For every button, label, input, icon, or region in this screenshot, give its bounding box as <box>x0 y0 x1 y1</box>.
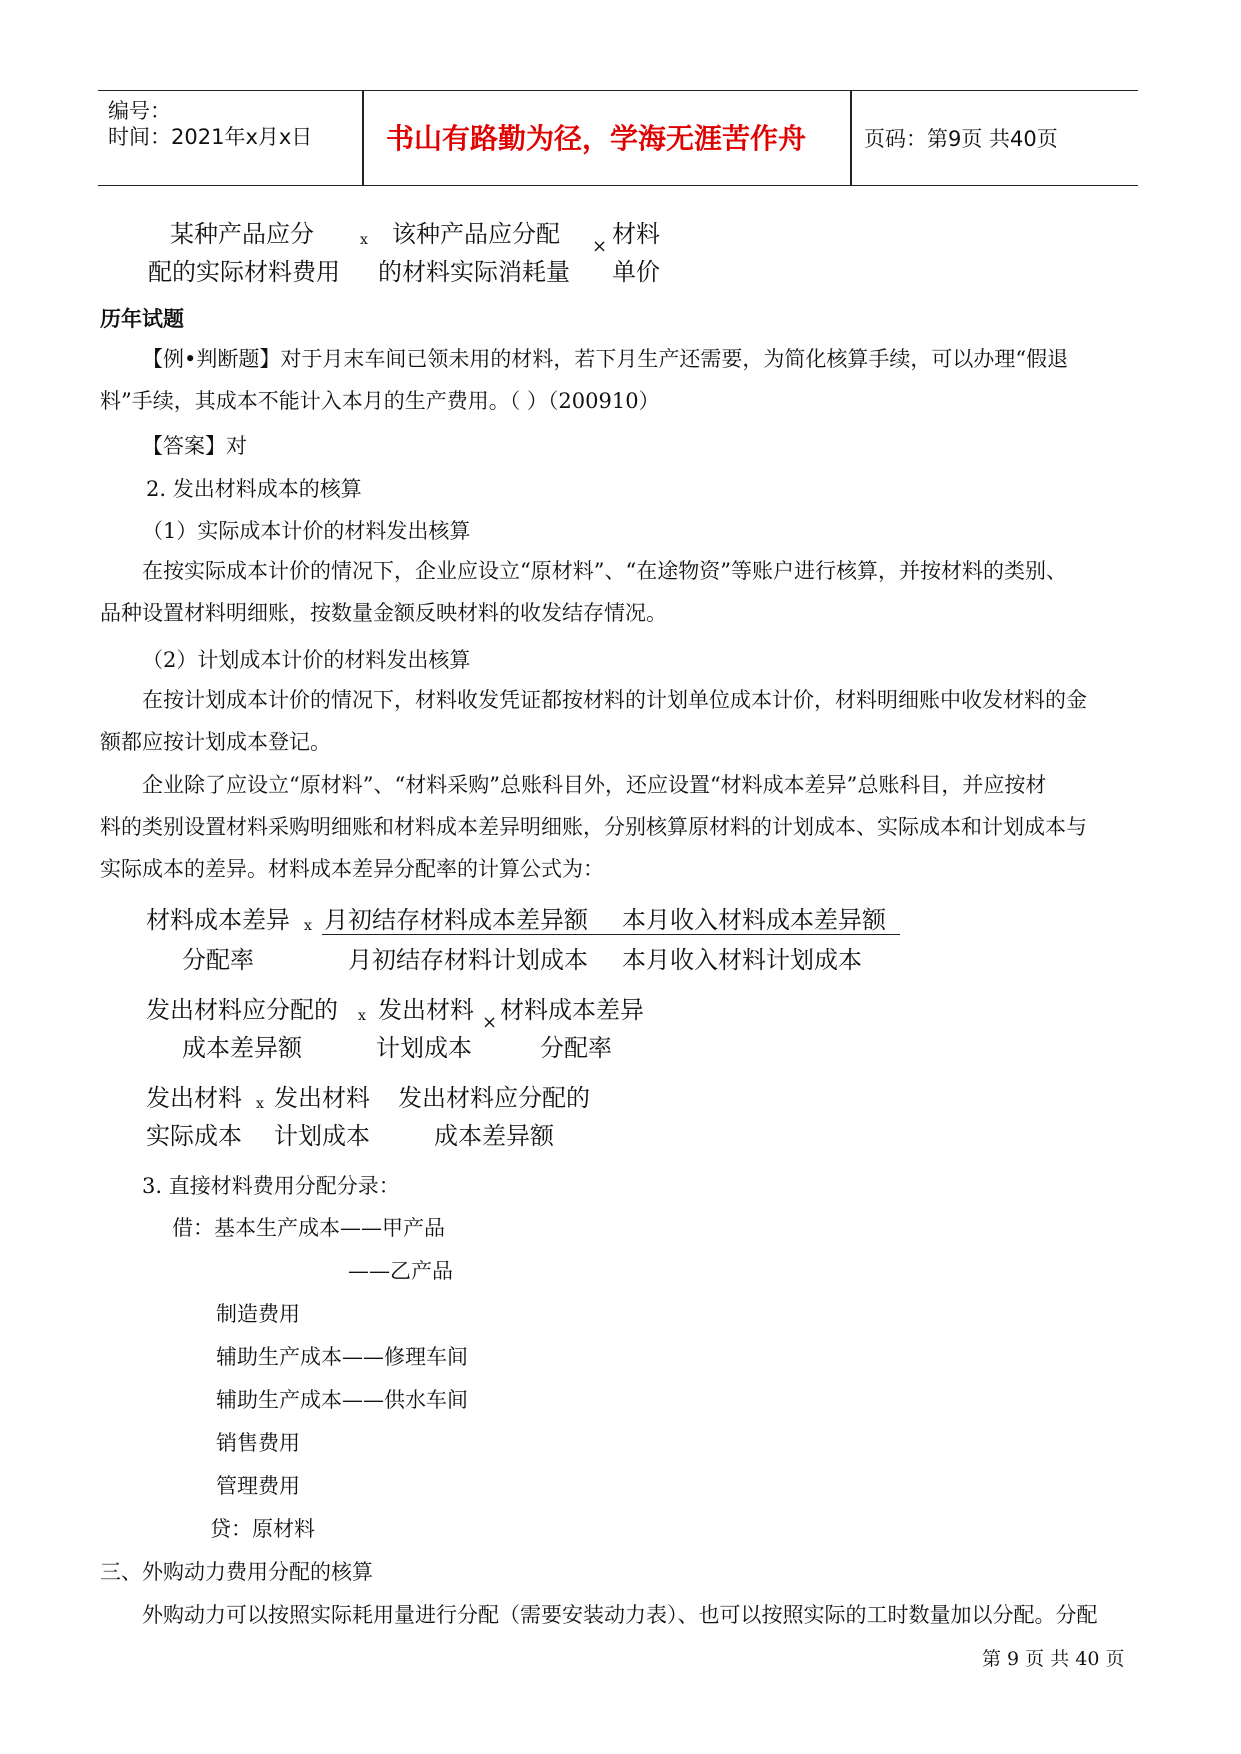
formula-text: 分配率 <box>182 946 254 974</box>
formula-text: 单价 <box>612 258 660 286</box>
formula-text: 发出材料 <box>274 1084 370 1112</box>
paragraph-variance <box>100 764 1140 890</box>
entry-item: 制造费用 <box>216 1302 300 1326</box>
formula-text: 本月收入材料成本差异额 <box>622 906 886 934</box>
formula-text: 该种产品应分配 <box>392 220 560 248</box>
formula-text: 月初结存材料成本差异额 <box>324 906 588 934</box>
times-symbol: × <box>592 236 608 257</box>
formula-text: 本月收入材料计划成本 <box>622 946 862 974</box>
paragraph-line: 实际成本的差异。材料成本差异分配率的计算公式为： <box>100 857 604 881</box>
entry-item: 辅助生产成本——供水车间 <box>216 1388 468 1412</box>
formula-text: 实际成本 <box>146 1122 242 1150</box>
header-divider <box>362 91 364 185</box>
paragraph-line: 在按计划成本计价的情况下，材料收发凭证都按材料的计划单位成本计价，材料明细账中收发材料的金 <box>142 688 1087 712</box>
subheading-actual-cost: （1）实际成本计价的材料发出核算 <box>142 519 471 543</box>
formula-text: 的材料实际消耗量 <box>378 258 570 286</box>
number-label: 编号： <box>108 99 171 123</box>
formula-text: 发出材料 <box>378 996 474 1024</box>
credit-line: 贷：原材料 <box>210 1517 315 1541</box>
section-title-purchased-power: 三、外购动力费用分配的核算 <box>100 1560 373 1584</box>
debit-line: ——乙产品 <box>348 1259 453 1283</box>
paragraph-actual-cost <box>100 550 1140 634</box>
equals-symbol: x <box>256 1096 264 1112</box>
formula-text: 计划成本 <box>274 1122 370 1150</box>
paragraph-purchased-power: 外购动力可以按照实际耗用量进行分配（需要安装动力表）、也可以按照实际的工时数量加以分配。分配 <box>142 1603 1098 1627</box>
formula-text: 配的实际材料费用 <box>148 258 340 286</box>
formula-text: 成本差异额 <box>434 1122 554 1150</box>
equals-symbol: x <box>358 1008 366 1024</box>
entry-item: 辅助生产成本——修理车间 <box>216 1345 468 1369</box>
entry-item: 销售费用 <box>216 1431 300 1455</box>
answer: 【答案】对 <box>142 434 247 458</box>
paragraph-line: 品种设置材料明细账，按数量金额反映材料的收发结存情况。 <box>100 601 667 625</box>
heading-direct-material-entries: 3. 直接材料费用分配分录： <box>142 1174 400 1198</box>
formula-text: 分配率 <box>540 1034 612 1062</box>
equals-symbol: x <box>304 918 312 934</box>
motto: 书山有路勤为径，学海无涯苦作舟 <box>386 122 807 155</box>
question-line: 料”手续，其成本不能计入本月的生产费用。（ ）（200910） <box>100 389 660 413</box>
heading-material-issue: 2. 发出材料成本的核算 <box>146 477 362 501</box>
paragraph-line: 企业除了应设立“原材料”、“材料采购”总账科目外，还应设置“材料成本差异”总账科目，并应按材 <box>142 773 1047 797</box>
formula-text: 某种产品应分 <box>170 220 314 248</box>
formula-text: 发出材料应分配的 <box>146 996 338 1024</box>
formula-text: 材料成本差异 <box>500 996 644 1024</box>
subheading-planned-cost: （2）计划成本计价的材料发出核算 <box>142 648 471 672</box>
page-footer: 第 9 页 共 40 页 <box>982 1648 1125 1670</box>
times-symbol: × <box>482 1012 498 1033</box>
debit-line: 借：基本生产成本——甲产品 <box>172 1216 445 1240</box>
formula-text: 发出材料 <box>146 1084 242 1112</box>
header-divider <box>850 91 852 185</box>
formula-text: 月初结存材料计划成本 <box>348 946 588 974</box>
formula-text: 计划成本 <box>376 1034 472 1062</box>
page-code: 页码：第9页 共40页 <box>864 127 1058 151</box>
formula-text: 发出材料应分配的 <box>398 1084 590 1112</box>
formula-text: 材料 <box>612 220 660 248</box>
time-label: 时间：2021年x月x日 <box>108 125 313 149</box>
formula-text: 成本差异额 <box>182 1034 302 1062</box>
paragraph-line: 额都应按计划成本登记。 <box>100 730 331 754</box>
paragraph-line: 料的类别设置材料采购明细账和材料成本差异明细账，分别核算原材料的计划成本、实际成本和计划成本与 <box>100 815 1087 839</box>
question-line: 【例•判断题】对于月末车间已领未用的材料，若下月生产还需要，为简化核算手续，可以办理“假退 <box>142 347 1069 371</box>
section-title-exam: 历年试题 <box>100 307 184 331</box>
equals-symbol: x <box>360 232 368 248</box>
entry-item: 管理费用 <box>216 1474 300 1498</box>
question-paragraph <box>100 338 1140 422</box>
formula-text: 材料成本差异 <box>146 906 290 934</box>
paragraph-planned-cost <box>100 679 1140 763</box>
paragraph-line: 在按实际成本计价的情况下，企业应设立“原材料”、“在途物资”等账户进行核算，并按材料的类别、 <box>142 559 1067 583</box>
document-header <box>98 90 1138 186</box>
